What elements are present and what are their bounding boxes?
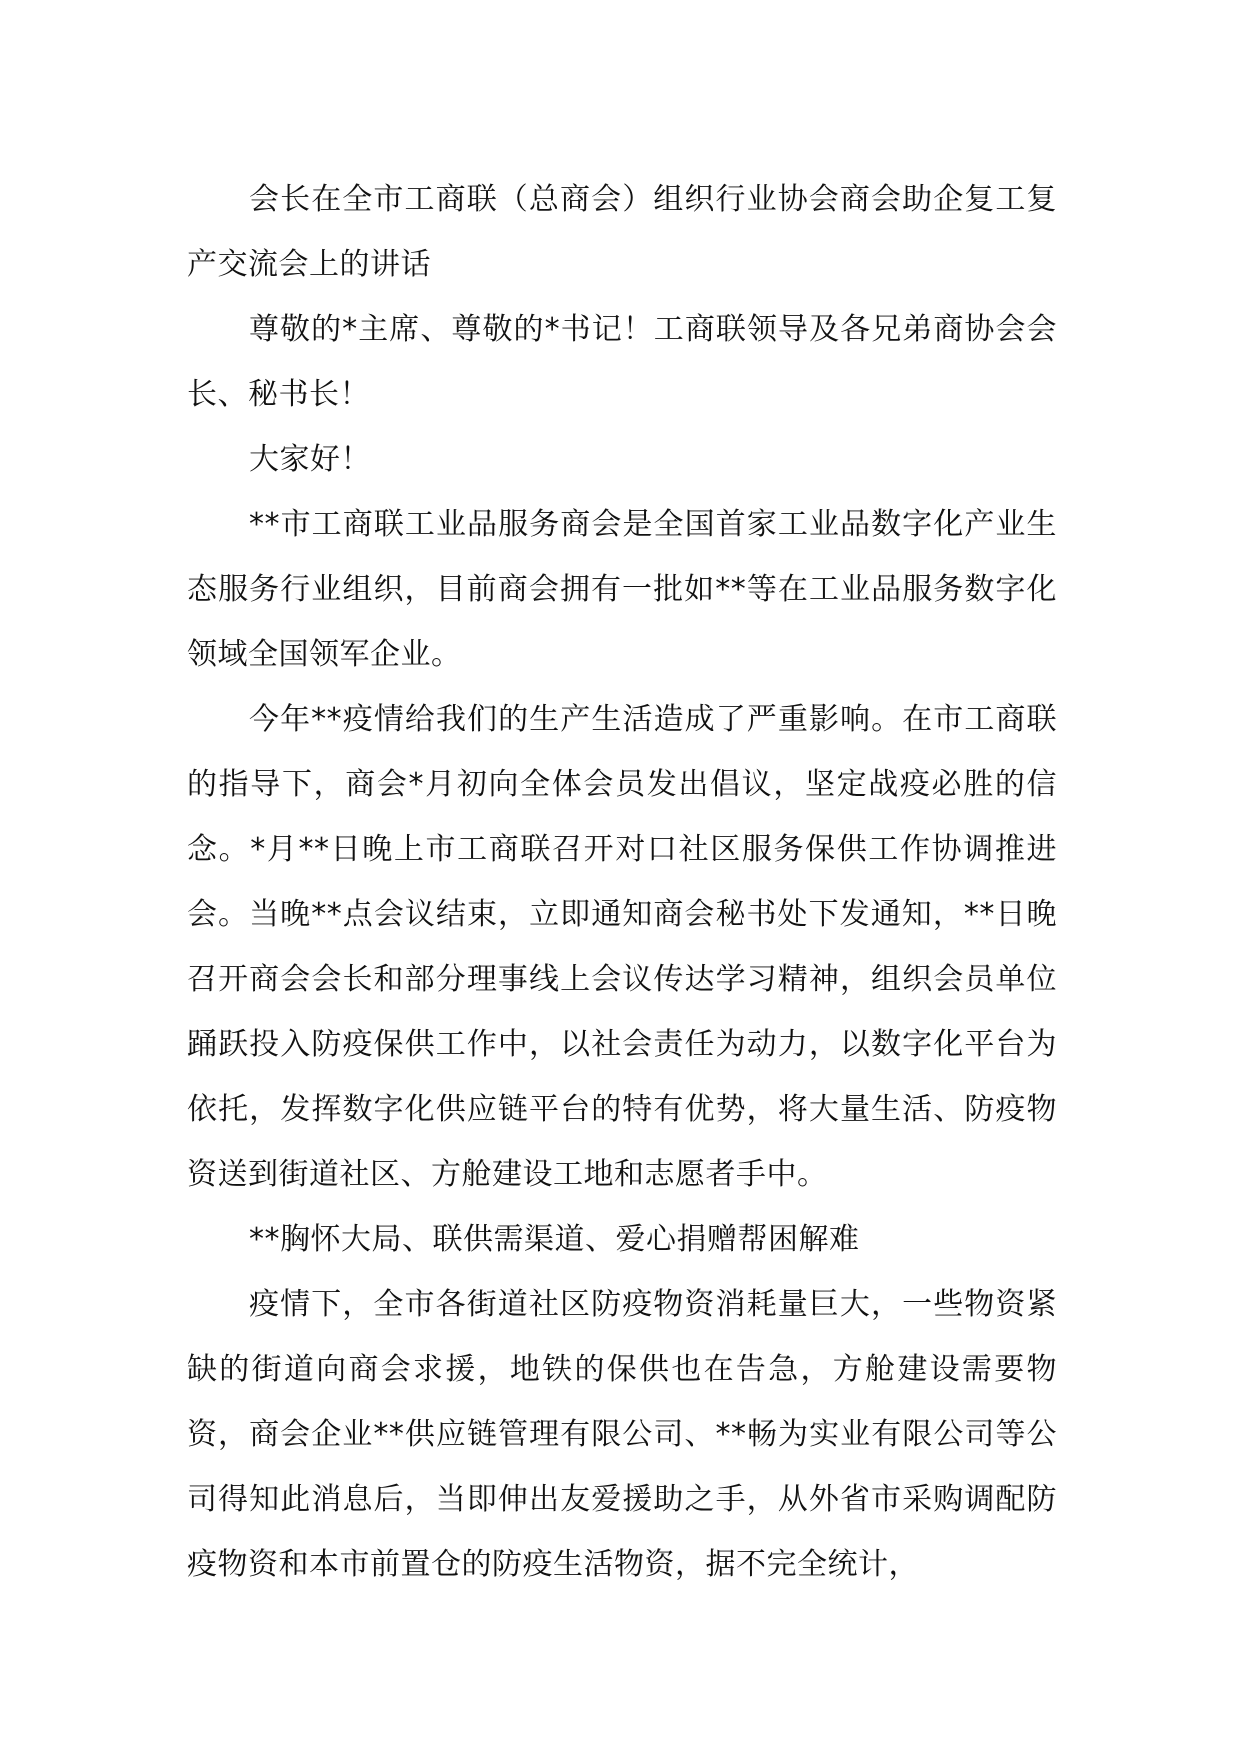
paragraph-epidemic-response: 今年**疫情给我们的生产生活造成了严重影响。在市工商联的指导下，商会*月初向全体会员发出倡议，坚定战疫必胜的信念。*月**日晚上市工商联召开对口社区服务保供工作协调推进会。当晚**点会议结束，立即通知商会秘书处下发通知，**日晚召开商会会长和部分理事线上会议传达学习精神，组织会员单位踊跃投入防疫保供工作中，以社会责任为动力，以数字化平台为依托，发挥数字化供应链平台的特有优势，将大量生活、防疫物资送到街道社区、方舱建设工地和志愿者手中。 [187,702,1057,1192]
speech-title: 会长在全市工商联（总商会）组织行业协会商会助企复工复产交流会上的讲话 [187,182,1057,282]
salutation: 尊敬的*主席、尊敬的*书记！工商联领导及各兄弟商协会会长、秘书长！ [187,312,1057,412]
section-heading: **胸怀大局、联供需渠道、爱心捐赠帮困解难 [249,1222,860,1257]
paragraph-supply-donation: 疫情下，全市各街道社区防疫物资消耗量巨大，一些物资紧缺的街道向商会求援，地铁的保供也在告急，方舱建设需要物资，商会企业**供应链管理有限公司、**畅为实业有限公司等公司得知此消息后，当即伸出友爱援助之手，从外省市采购调配防疫物资和本市前置仓的防疫生活物资，据不完全统计， [187,1287,1057,1582]
greeting: 大家好！ [249,442,371,477]
document-body [187,167,1057,1597]
paragraph-chamber-intro: **市工商联工业品服务商会是全国首家工业品数字化产业生态服务行业组织，目前商会拥有一批如**等在工业品服务数字化领域全国领军企业。 [187,507,1057,672]
